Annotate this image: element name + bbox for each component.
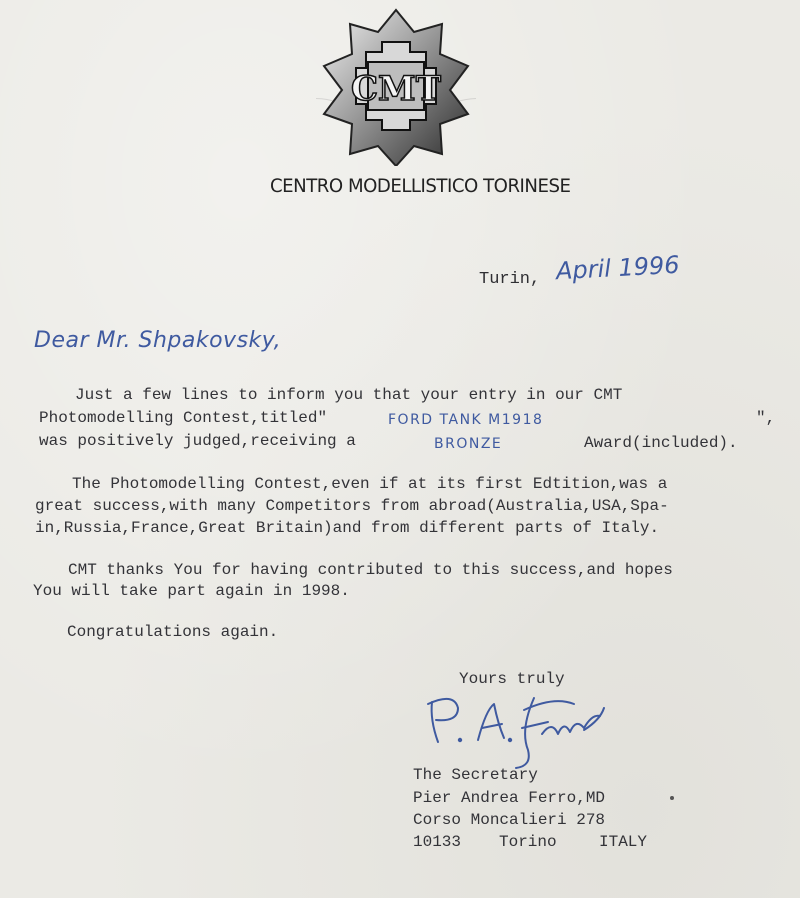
p4-line: Congratulations again. (67, 623, 279, 641)
p1-line3-end: Award(included). (584, 434, 738, 452)
p3-line1: CMT thanks You for having contributed to this success,and hopes (68, 561, 673, 579)
p3-line2: You will take part again in 1998. (33, 582, 350, 600)
cmt-logo (316, 6, 476, 166)
p2-line3: in,Russia,France,Great Britain)and from different parts of Italy. (35, 519, 660, 537)
closing: Yours truly (459, 670, 565, 688)
signatory-name: Pier Andrea Ferro,MD (413, 789, 606, 807)
p1-line3-start: was positively judged,receiving a (39, 432, 356, 450)
organization-name: CENTRO MODELLISTICO TORINESE (270, 176, 571, 197)
salutation: Dear Mr. Shpakovsky, (34, 328, 282, 353)
signatory-country: ITALY (599, 833, 648, 851)
p2-line1: The Photomodelling Contest,even if at its first Edtition,was a (72, 475, 668, 493)
signatory-street: Corso Moncalieri 278 (413, 811, 606, 829)
ink-dot (670, 796, 674, 800)
signatory-postcode: 10133 (413, 833, 462, 851)
signatory-title: The Secretary (413, 766, 538, 784)
award-level: BRONZE (434, 436, 503, 452)
p2-line2: great success,with many Competitors from abroad(Australia,USA,Spa- (35, 497, 669, 515)
date-place: Turin, (479, 270, 541, 289)
handwritten-signature (424, 690, 624, 770)
entry-title: FORD TANK M1918 (388, 412, 544, 428)
logo-text: CMT (351, 69, 441, 109)
p1-line2-end: ", (756, 409, 776, 427)
p1-line1: Just a few lines to inform you that your entry in our CMT (75, 386, 623, 404)
signatory-city: Torino (499, 833, 557, 851)
p1-line2-start: Photomodelling Contest,titled" (39, 409, 328, 427)
date-handwritten: April 1996 (555, 250, 681, 286)
